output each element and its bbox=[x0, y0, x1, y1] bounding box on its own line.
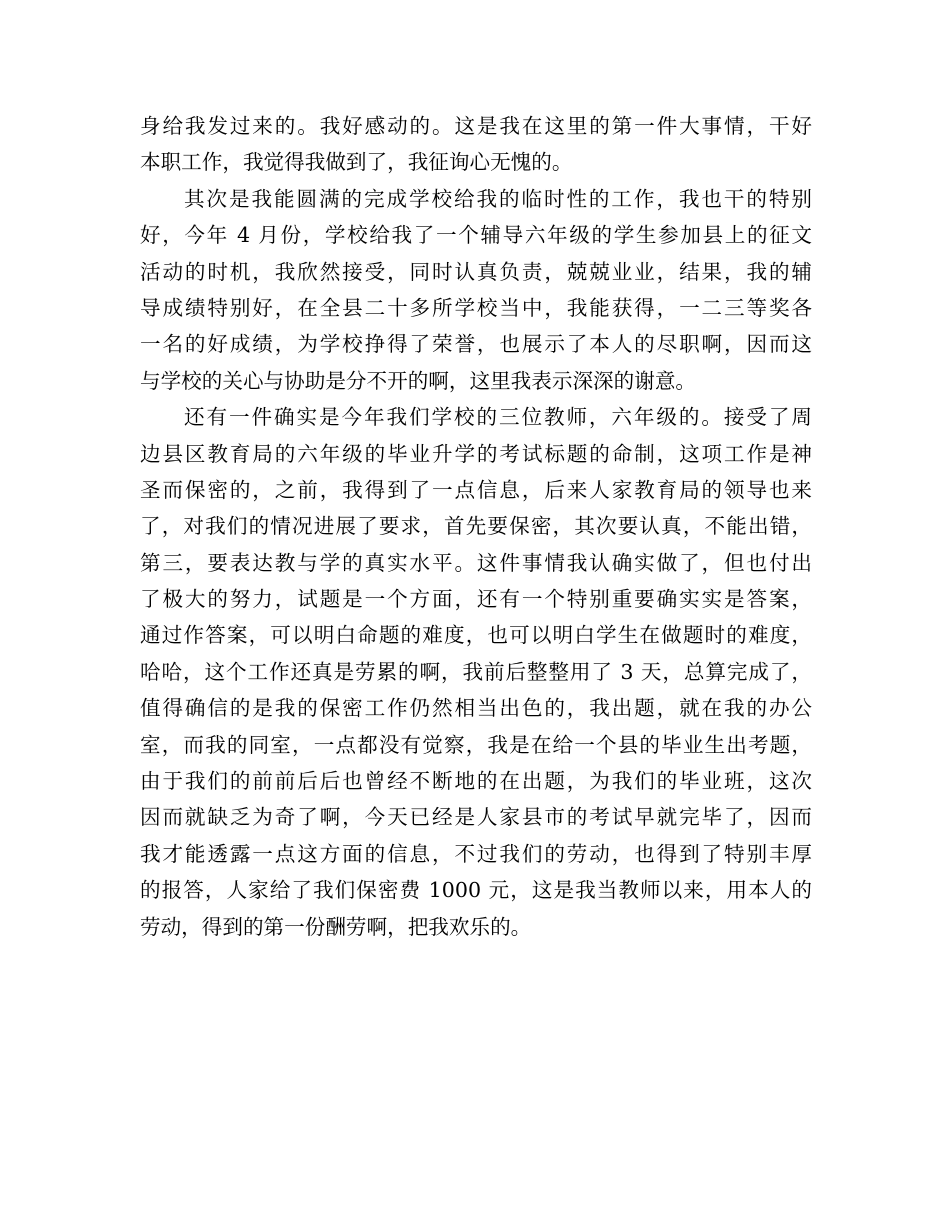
text-line: 我才能透露一点这方面的信息，不过我们的劳动，也得到了特别丰厚 bbox=[140, 841, 812, 866]
document-body bbox=[140, 108, 812, 945]
text-line: 还有一件确实是今年我们学校的三位教师，六年级的。接受了周 bbox=[184, 405, 812, 430]
text-line: 哈哈，这个工作还真是劳累的啊，我前后整整用了 3 天，总算完成了， bbox=[140, 659, 812, 684]
text-line: 边县区教育局的六年级的毕业升学的考试标题的命制，这项工作是神 bbox=[140, 441, 812, 466]
text-line: 一名的好成绩，为学校挣得了荣誉，也展示了本人的尽职啊，因而这 bbox=[140, 332, 812, 357]
text-line: 圣而保密的，之前，我得到了一点信息，后来人家教育局的领导也来 bbox=[140, 477, 812, 502]
text-line: 活动的时机，我欣然接受，同时认真负责，兢兢业业，结果，我的辅 bbox=[140, 259, 812, 284]
text-line: 与学校的关心与协助是分不开的啊，这里我表示深深的谢意。 bbox=[140, 368, 697, 393]
text-line: 的报答，人家给了我们保密费 1000 元，这是我当教师以来，用本人的 bbox=[140, 878, 812, 903]
text-line: 了极大的努力，试题是一个方面，还有一个特别重要确实实是答案， bbox=[140, 587, 812, 612]
text-line: 劳动，得到的第一份酬劳啊，把我欢乐的。 bbox=[140, 914, 532, 939]
text-line: 通过作答案，可以明白命题的难度，也可以明白学生在做题时的难度， bbox=[140, 623, 812, 648]
text-line: 因而就缺乏为奇了啊，今天已经是人家县市的考试早就完毕了，因而 bbox=[140, 805, 812, 830]
text-line: 其次是我能圆满的完成学校给我的临时性的工作，我也干的特别 bbox=[184, 186, 812, 211]
text-line: 了，对我们的情况进展了要求，首先要保密，其次要认真，不能出错， bbox=[140, 514, 812, 539]
text-line: 导成绩特别好，在全县二十多所学校当中，我能获得，一二三等奖各 bbox=[140, 295, 812, 320]
text-line: 室，而我的同室，一点都没有觉察，我是在给一个县的毕业生出考题， bbox=[140, 732, 812, 757]
text-line: 值得确信的是我的保密工作仍然相当出色的，我出题，就在我的办公 bbox=[140, 696, 812, 721]
text-line: 好，今年 4 月份，学校给我了一个辅导六年级的学生参加县上的征文 bbox=[140, 223, 812, 248]
text-line: 由于我们的前前后后也曾经不断地的在出题，为我们的毕业班，这次 bbox=[140, 769, 812, 794]
text-line: 第三，要表达教与学的真实水平。这件事情我认确实做了，但也付出 bbox=[140, 550, 812, 575]
text-line: 本职工作，我觉得我做到了，我征询心无愧的。 bbox=[140, 150, 573, 175]
text-line: 身给我发过来的。我好感动的。这是我在这里的第一件大事情，干好 bbox=[140, 114, 812, 138]
